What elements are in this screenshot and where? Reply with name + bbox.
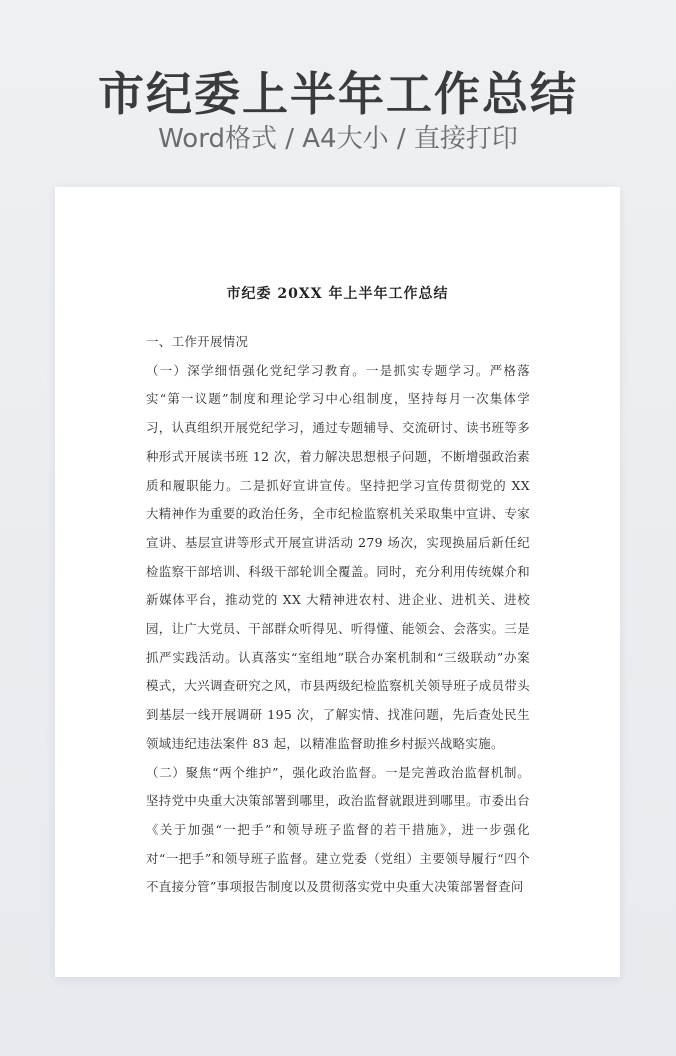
paragraph: （二）聚焦“两个维护”，强化政治监督。一是完善政治监督机制。坚持党中央重大决策部署到哪里，政治监督就跟进到哪里。市委出台《关于加强“一把手”和领导班子监督的若干措施》，进一步强化对“一把手”和领导班子监督。建立党委（党组）主要领导履行“四个不直接分管”事项报告制度以及贯彻落实党中央重大决策部署督查问 [146, 764, 530, 895]
document-page [55, 187, 620, 977]
banner-title: 市纪委上半年工作总结 [98, 67, 578, 121]
paragraph: （一）深学细悟强化党纪学习教育。一是抓实专题学习。严格落实“第一议题”制度和理论学习中心组制度，坚持每月一次集体学习，认真组织开展党纪学习，通过专题辅导、交流研讨、读书班等多种形式开展读书班 12 次，着力解决思想根子问题，不断增强政治素质和履职能力。二是抓好宣讲宣传。坚持把学习宣传贯彻党的 XX 大精神作为重要的政治任务，全市纪检监察机关采取集中宣讲、专家宣讲、基层宣讲等形式开展宣讲活动 279 场次，实现换届后新任纪检监察干部培训、科级干部轮训全覆盖。同时，充分利用传统媒介和新媒体平台，推动党的 XX 大精神进农村、进企业、进机关、进校园，让广大党员、干部群众听得见、听得懂、能领会、会落实。三是抓严实践活动。认真落实“室组地”联合办案机制和“三级联动”办案模式，大兴调查研究之风，市县两级纪检监察机关领导班子成员带头到基层一线开展调研 195 次，了解实情、找准问题，先后查处民生领域违纪违法案件 83 起，以精准监督助推乡村振兴战略实施。 [146, 362, 530, 751]
document-body [146, 328, 530, 902]
section-heading: 一、工作开展情况 [146, 334, 249, 349]
document-title: 市纪委 20XX 年上半年工作总结 [226, 286, 449, 302]
banner-subtitle: Word格式 / A4大小 / 直接打印 [158, 124, 518, 154]
